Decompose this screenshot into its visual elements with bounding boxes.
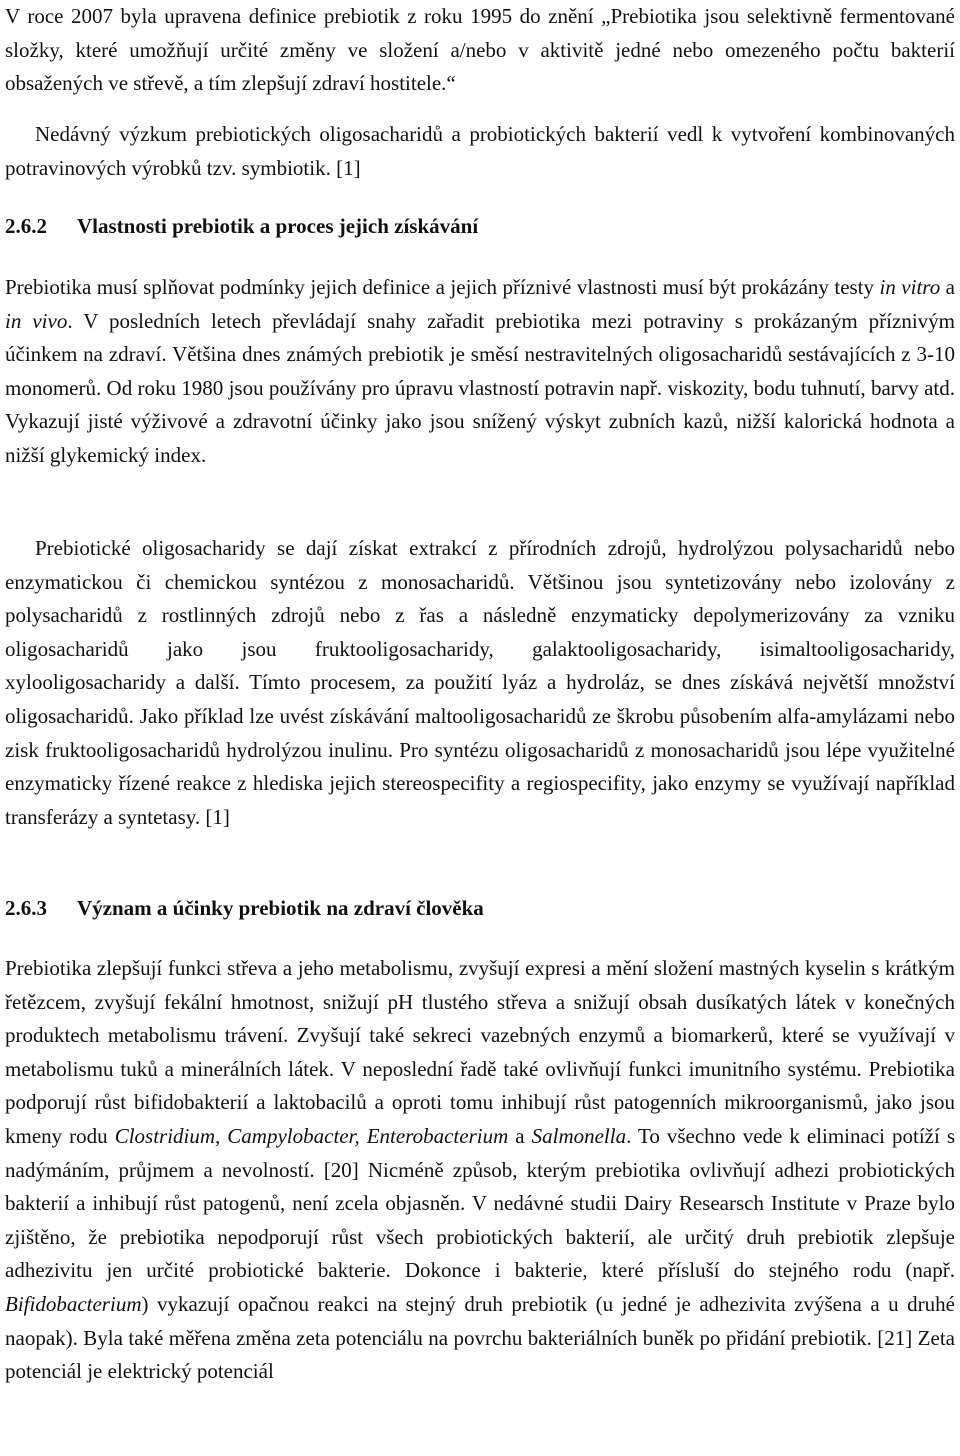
- section-number: 2.6.3: [5, 896, 47, 920]
- section-title: Význam a účinky prebiotik na zdraví člověka: [77, 896, 484, 920]
- paragraph-definition: V roce 2007 byla upravena definice prebiotik z roku 1995 do znění „Prebiotika jsou selektivně fermentované složky, které umožňují určité změny ve složení a/nebo v aktivitě jedné nebo omezeného počtu bakterií obsažených ve střevě, a tím zlepšují zdraví hostitele.“: [5, 4, 955, 96]
- italic-term: Bifidobacterium: [5, 1291, 142, 1316]
- italic-term: Clostridium, Campylobacter, Enterobacterium: [114, 1123, 509, 1148]
- section-heading-2-6-3: [5, 896, 955, 921]
- section-heading-2-6-2: [5, 214, 955, 239]
- paragraph-symbiotics: Nedávný výzkum prebiotických oligosacharidů a probiotických bakterií vedl k vytvoření kombinovaných potravinových výrobků tzv. symbiotik. [1]: [5, 122, 955, 180]
- italic-term: in vitro: [879, 275, 941, 299]
- paragraph-effects: [5, 952, 955, 1389]
- text-run: . V posledních letech převládají snahy zařadit prebiotika mezi potraviny s prokázaným příznivým účinkem na zdraví. Většina dnes známých prebiotik je směsí nestravitelných oligosacharidů sestávajících z 3-10 monomerů. Od roku 1980 jsou používány pro úpravu vlastností potravin např. viskozity, bodu tuhnutí, barvy atd. Vykazují jisté výživové a zdravotní účinky jako jsou snížený výskyt zubních kazů, nižší kalorická hodnota a nižší glykemický index.: [5, 308, 956, 467]
- italic-term: Salmonella: [531, 1123, 627, 1148]
- text-run: Prebiotika zlepšují funkci střeva a jeho metabolismu, zvyšují expresi a mění složení mastných kyselin s krátkým řetězcem, zvyšují fekální hmotnost, snižují pH tlustého střeva a snižují obsah dusíkatých látek v konečných produktech metabolismu trávení. Zvyšují také sekreci vazebných enzymů a biomarkerů, které se využívají v metabolismu tuků a minerálních látek. V neposlední řadě také ovlivňují funkci imunitního systému. Prebiotika podporují růst bifidobakterií a laktobacilů a oproti tomu inhibují růst patogenních mikroorganismů, jako jsou kmeny rodu: [5, 956, 955, 1148]
- text-run: . To všechno vede k eliminaci potíží s nadýmáním, průjmem a nevolností. [20] Nicméně způsob, kterým prebiotika ovlivňují adhezi probiotických bakterií a inhibují růst patogenů, není zcela objasněn. V nedávné studii Dairy Researsch Institute v Praze bylo zjištěno, že prebiotika nepodporují růst všech probiotických bakterií, ale určitý druh prebiotik zlepšuje adhezivitu jen určité probiotické bakterie. Dokonce i bakterie, které přísluší do stejného rodu (např.: [5, 1123, 956, 1283]
- section-number: 2.6.2: [5, 214, 47, 238]
- text-run: ) vykazují opačnou reakci na stejný druh prebiotik (u jedné je adhezivita zvýšena a u druhé naopak). Byla také měřena změna zeta potenciálu na povrchu bakteriálních buněk po přidání prebiotik. [21] Zeta potenciál je elektrický potenciál: [5, 1291, 955, 1384]
- italic-term: in vivo: [5, 308, 68, 333]
- paragraph-properties: [5, 271, 955, 473]
- text-run: Prebiotika musí splňovat podmínky jejich definice a jejich příznivé vlastnosti musí být prokázány testy: [5, 275, 880, 299]
- paragraph-production: Prebiotické oligosacharidy se dají získat extrakcí z přírodních zdrojů, hydrolýzou polysacharidů nebo enzymatickou či chemickou syntézou z monosacharidů. Většinou jsou syntetizovány nebo izolovány z polysacharidů z rostlinných zdrojů nebo z řas a následně enzymaticky depolymerizovány za vzniku oligosacharidů jako jsou fruktooligosacharidy, galaktooligosacharidy, isimaltooligosacharidy, xylooligosacharidy a další. Tímto procesem, za použití lyáz a hydroláz, se dnes získává největší množství oligosacharidů. Jako příklad lze uvést získávání maltooligosacharidů ze škrobu působením alfa-amylázami nebo zisk fruktooligosacharidů hydrolýzou inulinu. Pro syntézu oligosacharidů z monosacharidů jsou lépe využitelné enzymaticky řízené reakce z hlediska jejich stereospecifity a regiospecifity, jako enzymy se využívají například transferázy a syntetasy. [1]: [5, 536, 955, 829]
- section-title: Vlastnosti prebiotik a proces jejich získávání: [77, 214, 479, 238]
- text-run: a: [508, 1123, 532, 1148]
- text-run: a: [940, 275, 956, 299]
